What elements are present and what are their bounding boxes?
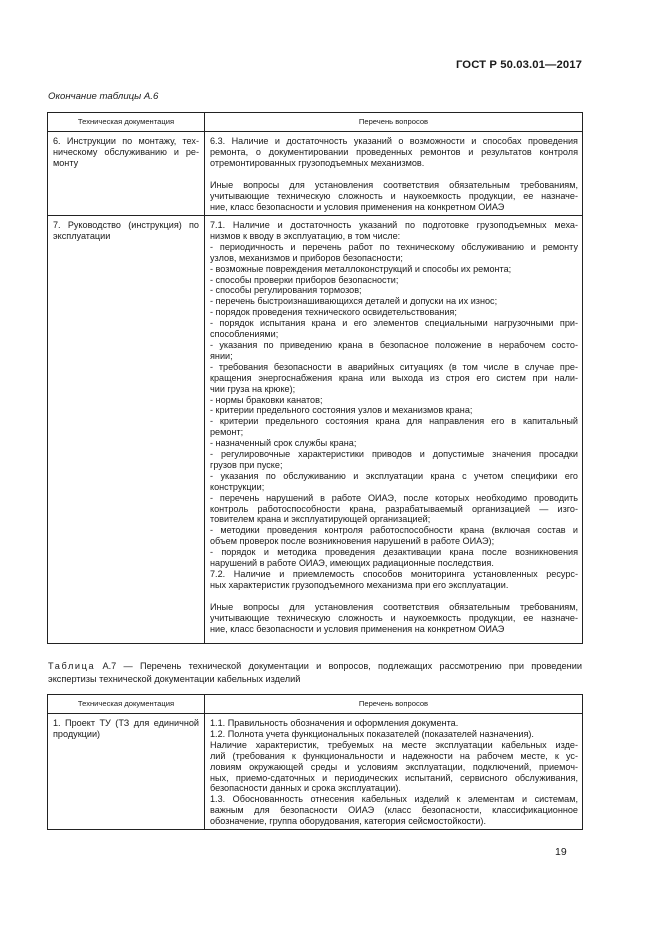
- questions-cell: [205, 714, 583, 830]
- text-line: - нормы браковки канатов;: [210, 394, 323, 405]
- text-line: - требования безопасности в аварийных ситуациях (в том числе в случае пре-: [210, 361, 578, 372]
- text-line: низмов к вводу в эксплуатацию, в том числе:: [210, 230, 401, 241]
- questions-cell: [205, 132, 583, 216]
- text-line: нарушений в работе ОИАЭ, имеющих радиационные последствия.: [210, 558, 494, 569]
- text-line: 1.3. Обоснованность отнесения кабельных изделий к элементам и системам,: [210, 794, 578, 805]
- text-line: - методики проведения контроля работоспособности крана (включая состав и: [210, 525, 578, 536]
- text-line: Иные вопросы для установления соответствия обязательным требованиям,: [210, 179, 578, 190]
- text-line: - порядок проведения технического освидетельствования;: [210, 307, 457, 318]
- text-line: - порядок и методика проведения дезактивации крана после возникновения: [210, 547, 578, 558]
- text-line: 6.3. Наличие и достаточность указаний о возможности и способах проведения: [210, 136, 578, 146]
- text-line: - периодичность и перечень работ по техническому обслуживанию и ремонту: [210, 241, 578, 252]
- text-line: ние, класс безопасности и условия применения на конкретном ОИАЭ: [210, 623, 505, 634]
- text-line: лий (требования к функциональности и надежности на рабочем месте, к ус-: [210, 750, 578, 761]
- text-line: грузов при пуске;: [210, 459, 283, 470]
- text-line: - указания по приведению крана в безопасное положение в нерабочем состо-: [210, 339, 578, 350]
- text-line: контроль работоспособности крана, разрабатываемый организацией — изго-: [210, 503, 578, 514]
- text-line: монту: [53, 157, 79, 168]
- table-header-row: [48, 695, 583, 714]
- text-line: способлениями;: [210, 329, 279, 340]
- table-caption-line: [48, 660, 582, 673]
- text-line: - способы регулирования тормозов;: [210, 285, 362, 296]
- text-line: - регулировочные характеристики приводов и допустимые значения просадки: [210, 449, 578, 460]
- table-header-row: [48, 113, 583, 132]
- text-line: кращения энергоснабжения крана или выхода из строя его систем при нали-: [210, 372, 578, 383]
- text-line: ническому обслуживанию и ре-: [53, 146, 199, 157]
- text-line: Наличие характеристик, требуемых на месте эксплуатации кабельных изде-: [210, 739, 578, 750]
- doc-cell: [48, 714, 205, 830]
- table-row: [48, 216, 583, 644]
- text-line: ремонта, о документировании проведенных ремонтов и результатов контроля: [210, 146, 578, 157]
- text-line: - порядок испытания крана и его элементов специальными нагрузочными при-: [210, 318, 578, 329]
- column-header-documentation: Техническая документация: [48, 113, 205, 132]
- text-line: ние, класс безопасности и условия применения на конкретном ОИАЭ: [210, 201, 505, 212]
- text-line: конструкции;: [210, 481, 265, 492]
- text-line: 7.1. Наличие и достаточность указаний по подготовке грузоподъемных меха-: [210, 220, 578, 230]
- table-row: [48, 714, 583, 830]
- text-line: учитывающие техническую сложность и наукоемкость продукции, ее назначе-: [210, 612, 578, 623]
- text-line: обозначение, группа оборудования, категория сейсмостойкости).: [210, 816, 486, 827]
- paragraph-gap: [210, 169, 578, 180]
- text-line: 6. Инструкции по монтажу, тех-: [53, 136, 199, 146]
- text-line: важным для безопасности ОИАЭ (класс безопасности, классификационное: [210, 805, 578, 816]
- paragraph-gap: [210, 591, 578, 602]
- text-line: ных характеристик грузоподъемного механизма при его эксплуатации.: [210, 579, 509, 590]
- text-line: продукции): [53, 728, 101, 739]
- text-line: чии груза на крюке);: [210, 383, 296, 394]
- doc-cell: [48, 216, 205, 644]
- text-line: - указания по обслуживанию и эксплуатации крана с учетом специфики его: [210, 470, 578, 481]
- column-header-documentation: Техническая документация: [48, 695, 205, 714]
- document-code: ГОСТ Р 50.03.01—2017: [455, 59, 582, 71]
- text-line: ловиям окружающей среды и условиям эксплуатации, подключений, приемоч-: [210, 761, 578, 772]
- text-line: узлов, механизмов и приборов безопасности;: [210, 252, 403, 263]
- text-line: учитывающие техническую сложность и наукоемкость продукции, ее назначе-: [210, 190, 578, 201]
- text-line: - возможные повреждения металлоконструкций и способы их ремонта;: [210, 263, 512, 274]
- text-line: объем проверок после возникновения нарушений в работе ОИАЭ);: [210, 536, 495, 547]
- text-line: - назначенный срок службы крана;: [210, 438, 357, 449]
- table-a7: [47, 694, 583, 830]
- text-line: 7. Руководство (инструкция) по: [53, 220, 199, 230]
- text-line: товителем крана и эксплуатирующей организацией;: [210, 514, 431, 525]
- text-line: эксплуатации: [53, 230, 111, 241]
- text-line: - способы проверки приборов безопасности;: [210, 274, 399, 285]
- text-line: отремонтированных грузоподъемных механизмов.: [210, 157, 425, 168]
- text-line: Иные вопросы для установления соответствия обязательным требованиям,: [210, 601, 578, 612]
- text-line: - перечень нарушений в работе ОИАЭ, после которых необходимо проводить: [210, 492, 578, 503]
- column-header-questions: Перечень вопросов: [205, 113, 583, 132]
- table-caption-label: Таблица: [48, 661, 96, 671]
- text-line: ремонт;: [210, 427, 244, 438]
- table-a6: [47, 112, 583, 644]
- table-caption-text: А.7 — Перечень технической документации и вопросов, подлежащих рассмотрению при проведении: [102, 661, 582, 671]
- column-header-questions: Перечень вопросов: [205, 695, 583, 714]
- table-row: [48, 132, 583, 216]
- table-caption-line: экспертизы технической документации кабельных изделий: [48, 673, 301, 684]
- table-continuation-caption: Окончание таблицы А.6: [48, 91, 159, 102]
- text-line: 1.2. Полнота учета функциональных показателей (показателей назначения).: [210, 728, 534, 739]
- table-caption: [48, 660, 582, 685]
- text-line: янии;: [210, 350, 233, 361]
- page-number: 19: [555, 846, 567, 858]
- text-line: безопасности данных и срока эксплуатации).: [210, 783, 401, 794]
- text-line: 1. Проект ТУ (ТЗ для единичной: [53, 718, 199, 728]
- text-line: ных, приемо-сдаточных и периодических испытаний, сервисного обслуживания,: [210, 772, 578, 783]
- text-line: 1.1. Правильность обозначения и оформления документа.: [210, 718, 459, 728]
- text-line: 7.2. Наличие и приемлемость способов мониторинга установленных ресурс-: [210, 569, 578, 579]
- questions-cell: [205, 216, 583, 644]
- doc-cell: [48, 132, 205, 216]
- text-line: - критерии предельного состояния крана для направления его в капитальный: [210, 416, 578, 427]
- text-line: - критерии предельного состояния узлов и механизмов крана;: [210, 405, 473, 416]
- text-line: - перечень быстроизнашивающихся деталей и допуски на их износ;: [210, 296, 498, 307]
